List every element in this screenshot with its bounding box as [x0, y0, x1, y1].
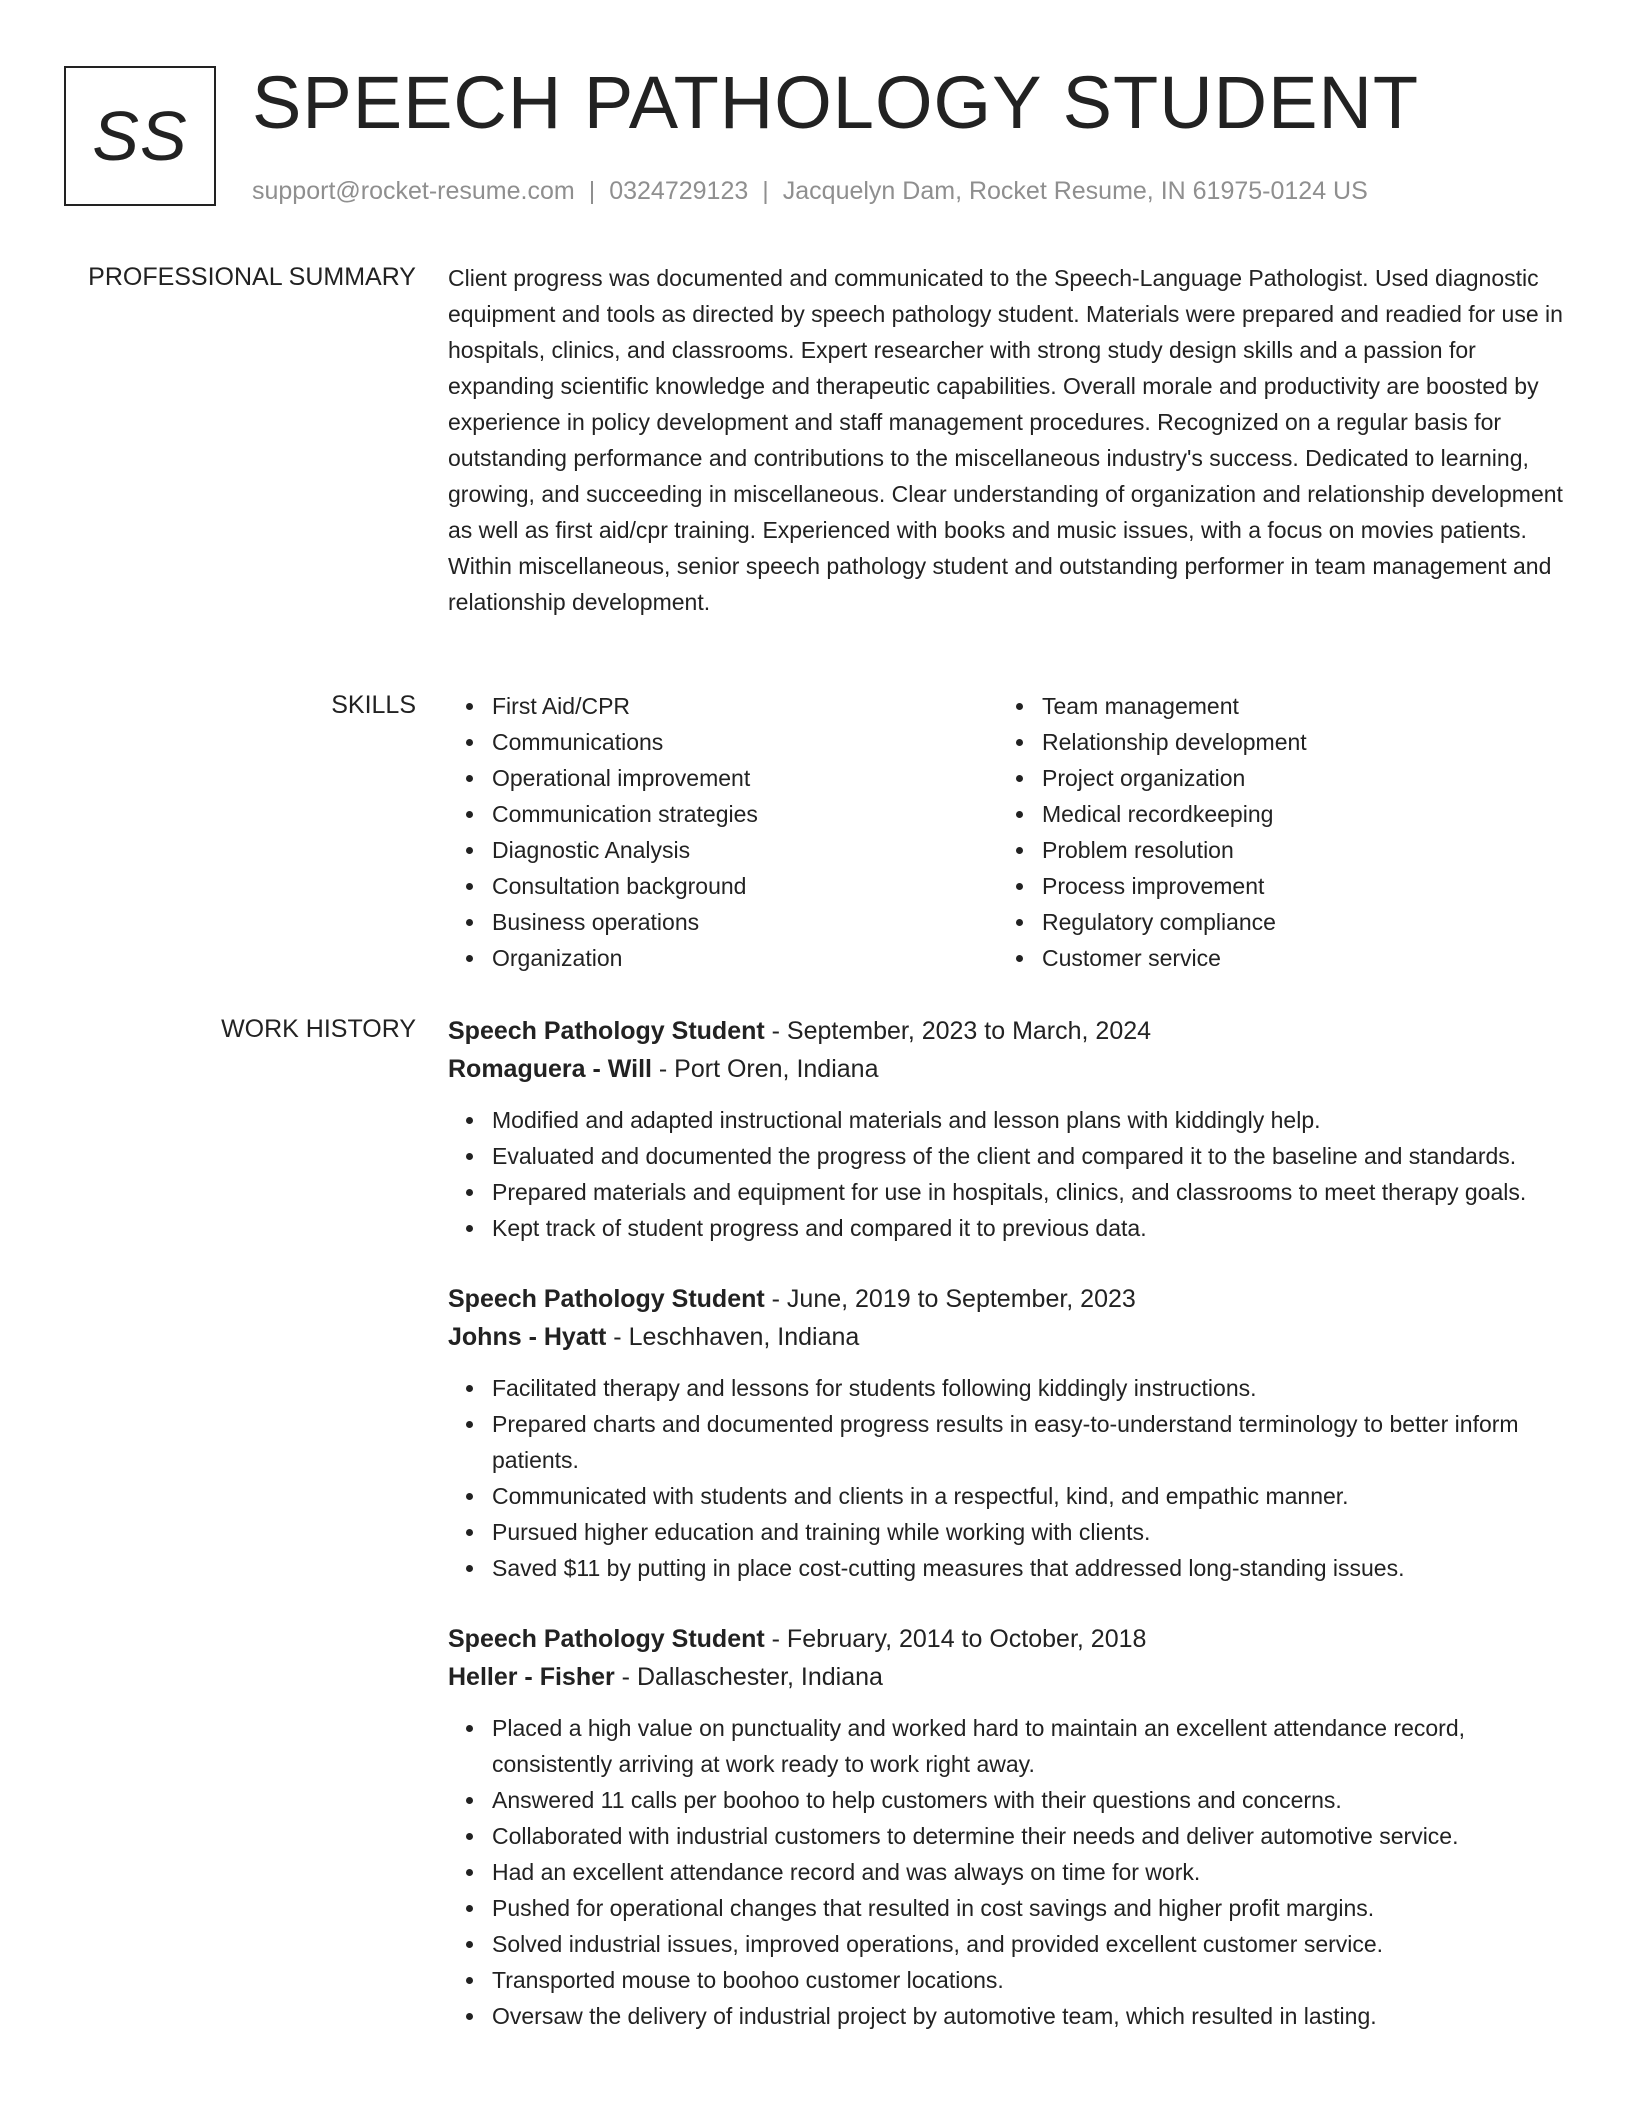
address: Jacquelyn Dam, Rocket Resume, IN 61975-0124 US: [782, 177, 1368, 205]
job-bullet: Had an excellent attendance record and was always on time for work.: [448, 1854, 1566, 1890]
job-bullet: Communicated with students and clients in a respectful, kind, and empathic manner.: [448, 1478, 1566, 1514]
job-bullet: Kept track of student progress and compared it to previous data.: [448, 1210, 1566, 1246]
job-role: Speech Pathology Student: [448, 1625, 765, 1653]
job-bullet: Collaborated with industrial customers to determine their needs and deliver automotive service.: [448, 1818, 1566, 1854]
job-role: Speech Pathology Student: [448, 1285, 765, 1313]
section-title-work: WORK HISTORY: [221, 1015, 416, 1043]
summary-text: Client progress was documented and communicated to the Speech-Language Pathologist. Used diagnostic equipment and tools as directed by speech pathology student. Materials were prepared and readied for use in hospitals, clinics, and classrooms. Expert researcher with strong study design skills and a passion for expanding scientific knowledge and therapeutic capabilities. Overall morale and productivity are boosted by experience in policy development and staff management procedures. Recognized on a regular basis for outstanding performance and contributions to the miscellaneous industry's success. Dedicated to learning, growing, and succeeding in miscellaneous. Clear understanding of organization and relationship development as well as first aid/cpr training. Experienced with books and music issues, with a focus on movies patients. Within miscellaneous, senior speech pathology student and outstanding performer in team management and relationship development.: [448, 265, 1563, 615]
job-company-line: [448, 1050, 1566, 1088]
skills-right-list: [998, 688, 1548, 976]
skills-body: [448, 688, 1566, 976]
job-dates: - February, 2014 to October, 2018: [764, 1625, 1147, 1653]
skill-item: First Aid/CPR: [448, 688, 998, 724]
job-bullet: Saved $11 by putting in place cost-cutting measures that addressed long-standing issues.: [448, 1550, 1566, 1586]
job-company: Johns - Hyatt: [448, 1323, 607, 1351]
separator: |: [588, 177, 596, 205]
resume-title: SPEECH PATHOLOGY STUDENT: [252, 61, 1420, 144]
job-title-line: [448, 1620, 1566, 1658]
skill-item: Relationship development: [998, 724, 1548, 760]
skill-item: Process improvement: [998, 868, 1548, 904]
job-bullet: Prepared materials and equipment for use in hospitals, clinics, and classrooms to meet therapy goals.: [448, 1174, 1566, 1210]
skill-item: Consultation background: [448, 868, 998, 904]
skill-item: Business operations: [448, 904, 998, 940]
job-company-line: [448, 1318, 1566, 1356]
job-company: Heller - Fisher: [448, 1663, 615, 1691]
initials-monogram: SS: [64, 66, 216, 206]
job-bullet: Solved industrial issues, improved operations, and provided excellent customer service.: [448, 1926, 1566, 1962]
skill-item: Customer service: [998, 940, 1548, 976]
skill-item: Team management: [998, 688, 1548, 724]
skill-item: Problem resolution: [998, 832, 1548, 868]
job-entry: [448, 1280, 1566, 1586]
job-bullet: Oversaw the delivery of industrial project by automotive team, which resulted in lasting.: [448, 1998, 1566, 2034]
skills-left-list: [448, 688, 998, 976]
job-bullets: [448, 1102, 1566, 1246]
job-location: - Leschhaven, Indiana: [606, 1323, 860, 1351]
job-bullets: [448, 1710, 1566, 2034]
skill-item: Organization: [448, 940, 998, 976]
job-bullet: Prepared charts and documented progress results in easy-to-understand terminology to better inform patients.: [448, 1406, 1566, 1478]
job-entry: [448, 1012, 1566, 1246]
skill-item: Regulatory compliance: [998, 904, 1548, 940]
phone: 0324729123: [609, 177, 749, 205]
job-bullet: Transported mouse to boohoo customer locations.: [448, 1962, 1566, 1998]
job-bullet: Facilitated therapy and lessons for students following kiddingly instructions.: [448, 1370, 1566, 1406]
job-entry: [448, 1620, 1566, 2034]
skill-item: Communications: [448, 724, 998, 760]
job-company: Romaguera - Will: [448, 1055, 652, 1083]
section-title-summary: PROFESSIONAL SUMMARY: [88, 263, 416, 291]
job-company-line: [448, 1658, 1566, 1696]
section-title-skills: SKILLS: [331, 691, 416, 719]
separator: |: [762, 177, 769, 205]
job-location: - Port Oren, Indiana: [651, 1055, 879, 1083]
skill-item: Medical recordkeeping: [998, 796, 1548, 832]
summary-body: [448, 260, 1566, 620]
email[interactable]: support@rocket-resume.com: [252, 177, 575, 205]
job-location: - Dallaschester, Indiana: [614, 1663, 883, 1691]
job-bullet: Answered 11 calls per boohoo to help customers with their questions and concerns.: [448, 1782, 1566, 1818]
skill-item: Diagnostic Analysis: [448, 832, 998, 868]
job-bullet: Placed a high value on punctuality and worked hard to maintain an excellent attendance record, consistently arriving at work ready to work right away.: [448, 1710, 1566, 1782]
skill-item: Project organization: [998, 760, 1548, 796]
job-bullet: Modified and adapted instructional materials and lesson plans with kiddingly help.: [448, 1102, 1566, 1138]
contact-line: [252, 176, 1368, 206]
job-dates: - September, 2023 to March, 2024: [764, 1017, 1152, 1045]
job-bullet: Pursued higher education and training while working with clients.: [448, 1514, 1566, 1550]
job-title-line: [448, 1012, 1566, 1050]
job-bullets: [448, 1370, 1566, 1586]
work-body: [448, 1012, 1566, 2068]
skill-item: Communication strategies: [448, 796, 998, 832]
skill-item: Operational improvement: [448, 760, 998, 796]
job-bullet: Evaluated and documented the progress of the client and compared it to the baseline and standards.: [448, 1138, 1566, 1174]
job-dates: - June, 2019 to September, 2023: [764, 1285, 1136, 1313]
job-role: Speech Pathology Student: [448, 1017, 765, 1045]
job-title-line: [448, 1280, 1566, 1318]
job-bullet: Pushed for operational changes that resulted in cost savings and higher profit margins.: [448, 1890, 1566, 1926]
